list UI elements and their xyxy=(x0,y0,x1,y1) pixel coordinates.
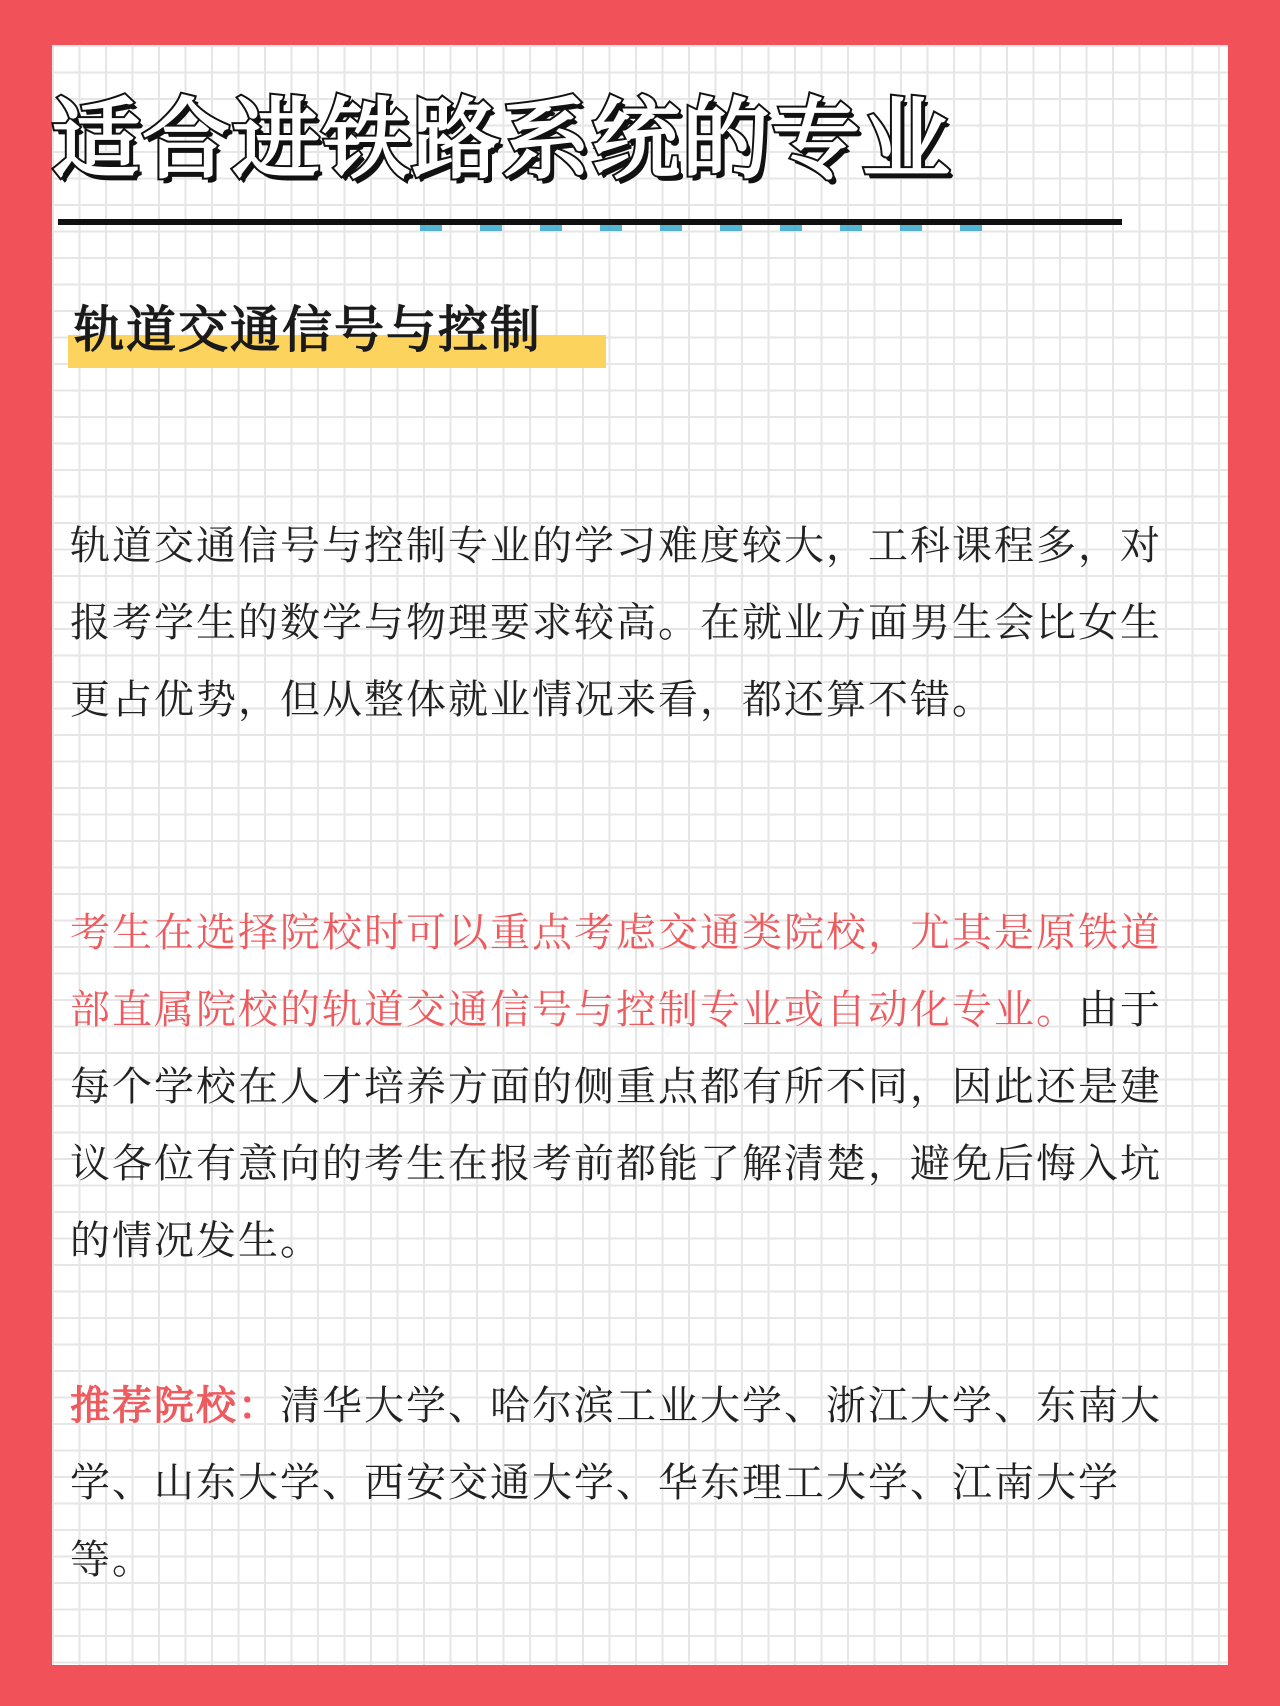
recommended-schools-list: 清华大学、哈尔滨工业大学、浙江大学、东南大学、山东大学、西安交通大学、华东理工大学、江南大学等。 xyxy=(70,1383,1162,1583)
section-heading: 轨道交通信号与控制 xyxy=(74,301,542,359)
paragraph-intro: 轨道交通信号与控制专业的学习难度较大，工科课程多，对报考学生的数学与物理要求较高。在就业方面男生会比女生更占优势，但从整体就业情况来看，都还算不错。 xyxy=(70,523,1162,723)
advice-body-text: 由于每个学校在人才培养方面的侧重点都有所不同，因此还是建议各位有意向的考生在报考前都能了解清楚，避免后悔入坑的情况发生。 xyxy=(70,987,1162,1264)
section-heading-block xyxy=(68,295,542,375)
paragraph-advice xyxy=(70,895,1180,1280)
recommended-schools-label: 推荐院校： xyxy=(70,1383,280,1429)
paragraph-schools xyxy=(70,1368,1180,1599)
title-underline-accent xyxy=(420,225,1020,231)
advice-highlight-text: 考生在选择院校时可以重点考虑交通类院校，尤其是原铁道部直属院校的轨道交通信号与控制专业或自动化专业。 xyxy=(70,910,1162,1033)
page-title: 适合进铁路系统的专业 xyxy=(52,88,953,191)
